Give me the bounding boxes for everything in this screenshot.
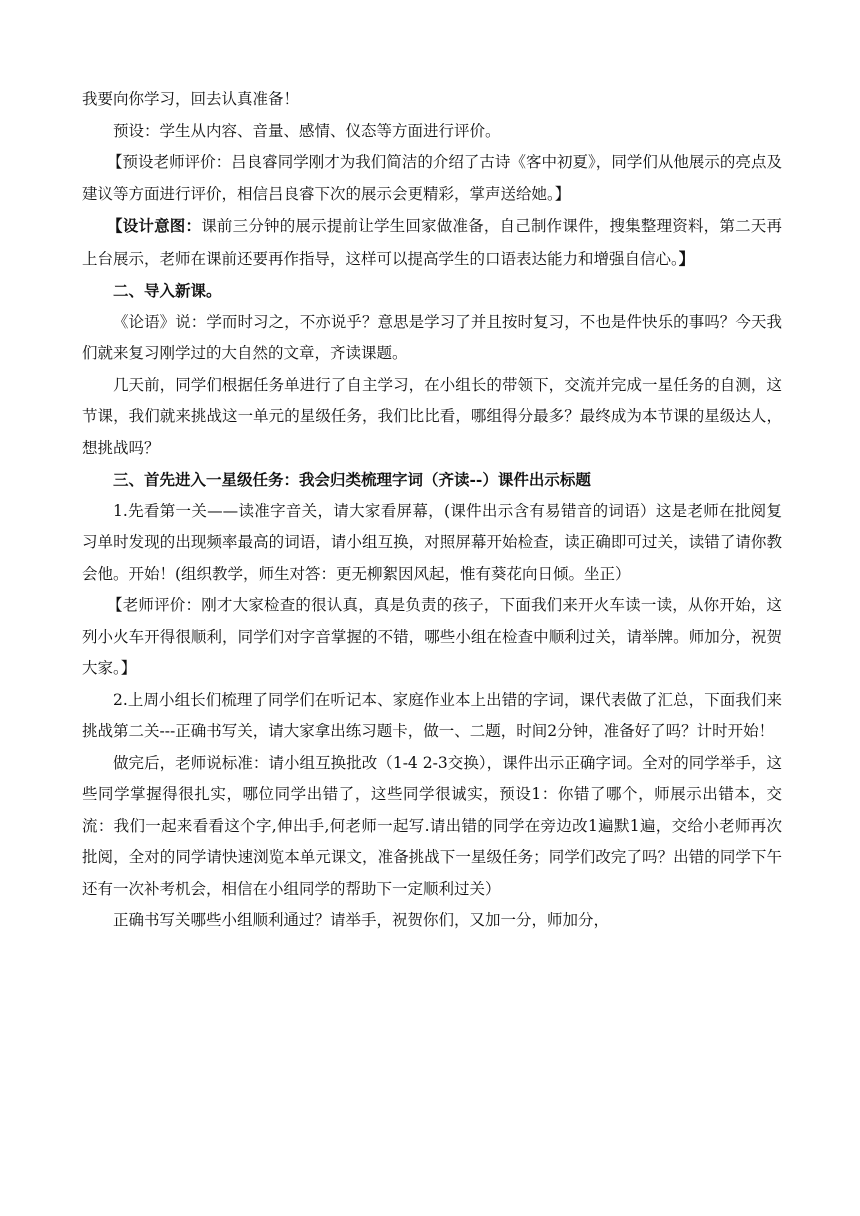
paragraph-teacher-evaluation-preset: 【预设老师评价：吕良睿同学刚才为我们简洁的介绍了古诗《客中初夏》，同学们从他展示的亮点及建议等方面进行评价，相信吕良睿下次的展示会更精彩，掌声送给她。】 bbox=[82, 153, 782, 203]
paragraph-challenge-intro: 几天前，同学们根据任务单进行了自主学习，在小组长的带领下，交流并完成一星任务的自测，这节课，我们就来挑战这一单元的星级任务，我们比比看，哪组得分最多？最终成为本节课的星级达人，想挑战吗？ bbox=[82, 375, 782, 457]
design-intent-text: 课前三分钟的展示提前让学生回家做准备，自己制作课件，搜集整理资料，第二天再上台展示，老师在课前还要再作指导，这样可以提高学生的口语表达能力和增强自信心。 bbox=[82, 217, 782, 268]
paragraph-correction: 做完后，老师说标准：请小组互换批改（1-4 2-3交换），课件出示正确字词。全对的同学举手，这些同学掌握得很扎实，哪位同学出错了，这些同学很诚实，预设1：你错了哪个，师展示出错本，交流：我们一起来看看这个字,伸出手,何老师一起写.请出错的同学在旁边改1遍默1遍，交给小老师再次批阅，全对的同学请快速浏览本单元课文，准备挑战下一星级任务；同学们改完了吗？出错的同学下午还有一次补考机会，相信在小组同学的帮助下一定顺利过关） bbox=[82, 753, 782, 898]
paragraph-design-intent bbox=[82, 210, 782, 275]
design-intent-label: 【设计意图： bbox=[107, 216, 202, 235]
paragraph-writing-pass: 正确书写关哪些小组顺利通过？请举手，祝贺你们，又加一分，师加分， bbox=[113, 911, 610, 929]
section-heading-3: 三、首先进入一星级任务：我会归类梳理字词（齐读--）课件出示标题 bbox=[113, 470, 591, 489]
document-body bbox=[82, 84, 782, 937]
paragraph-teacher-evaluation: 【老师评价：刚才大家检查的很认真，真是负责的孩子，下面我们来开火车读一读，从你开始，这列小火车开得很顺利，同学们对字音掌握的不错，哪些小组在检查中顺利过关，请举牌。师加分，祝贺大家。】 bbox=[82, 596, 782, 677]
paragraph-level-2: 2.上周小组长们梳理了同学们在听记本、家庭作业本上出错的字词，课代表做了汇总，下面我们来挑战第二关---正确书写关，请大家拿出练习题卡，做一、二题，时间2分钟，准备好了吗？计时开始！ bbox=[82, 690, 782, 740]
paragraph-level-1: 1.先看第一关——读准字音关，请大家看屏幕，(课件出示含有易错音的词语）这是老师在批阅复习单时发现的出现频率最高的词语，请小组互换，对照屏幕开始检查，读正确即可过关，读错了请你教会他。开始！(组织教学，师生对答：更无柳絮因风起，惟有葵花向日倾。坐正） bbox=[82, 501, 782, 583]
paragraph-analects: 《论语》说：学而时习之，不亦说乎？意思是学习了并且按时复习，不也是件快乐的事吗？今天我们就来复习刚学过的大自然的文章，齐读课题。 bbox=[82, 312, 782, 362]
design-intent-end: 】 bbox=[678, 248, 695, 268]
paragraph-1: 我要向你学习，回去认真准备！ bbox=[82, 90, 300, 108]
section-heading-2: 二、导入新课。 bbox=[113, 281, 222, 300]
paragraph-preset: 预设：学生从内容、音量、感情、仪态等方面进行评价。 bbox=[113, 121, 501, 140]
